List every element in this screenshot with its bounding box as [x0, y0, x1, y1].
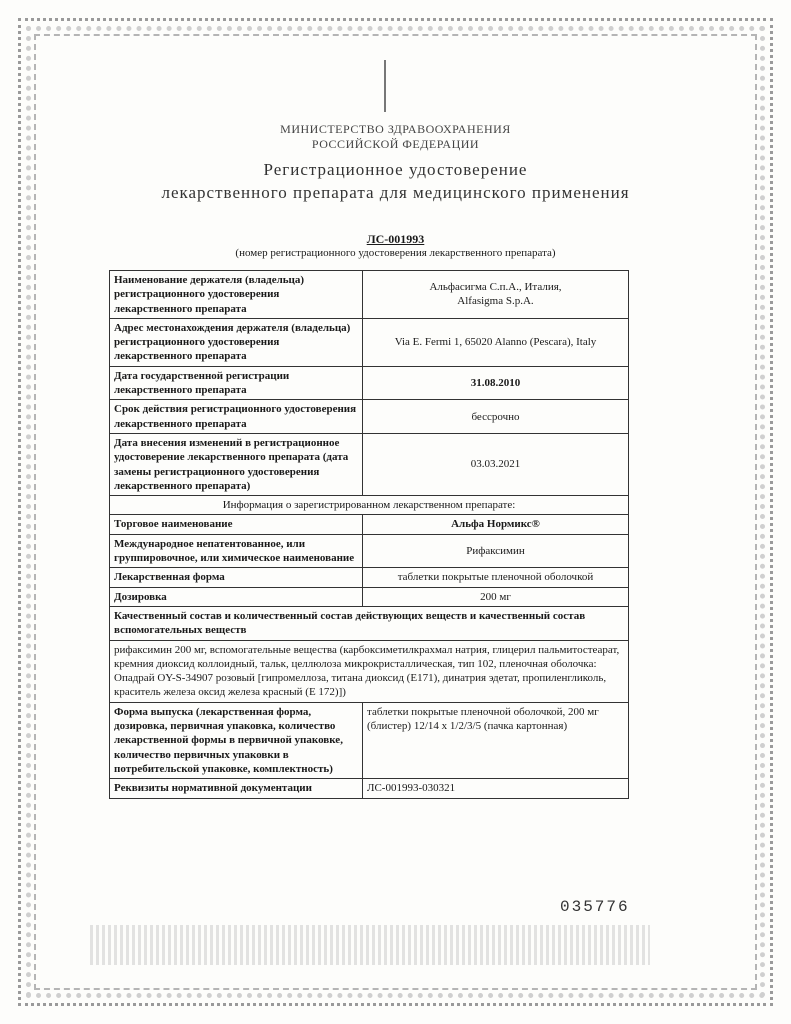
table-row [110, 606, 629, 640]
dosage-label: Дозировка [110, 587, 363, 606]
inn-value: Рифаксимин [363, 534, 629, 568]
table-row [110, 702, 629, 778]
dosage-form-label: Лекарственная форма [110, 568, 363, 587]
certificate-title-line-2: лекарственного препарата для медицинского применения [161, 183, 630, 202]
validity-label: Срок действия регистрационного удостоверения лекарственного препарата [110, 400, 363, 434]
table-row [110, 568, 629, 587]
holder-value-ru: Альфасигма С.п.А., Италия, [429, 281, 562, 294]
change-date-value: 03.03.2021 [363, 433, 629, 495]
address-label: Адрес местонахождения держателя (владельца) регистрационного удостоверения лекарственного препарата [110, 318, 363, 366]
normative-doc-value: ЛС-001993-030321 [363, 779, 629, 798]
ministry-line-2: РОССИЙСКОЙ ФЕДЕРАЦИИ [311, 137, 480, 151]
serial-number: 035776 [560, 898, 630, 916]
holder-value [363, 271, 629, 319]
registration-table [109, 270, 629, 799]
registration-number: ЛС-001993 [366, 232, 425, 246]
table-row [110, 779, 629, 798]
info-section-header: Информация о зарегистрированном лекарственном препарате: [110, 496, 629, 515]
address-value: Via E. Fermi 1, 65020 Alanno (Pescara), Italy [363, 318, 629, 366]
validity-value: бессрочно [363, 400, 629, 434]
release-form-label: Форма выпуска (лекарственная форма, дозировка, первичная упаковка, количество лекарственной формы в первичной упаковке, количество первичных упаковки в потребительской упаковке, комплектность) [110, 702, 363, 778]
trade-name-label: Торговое наименование [110, 515, 363, 534]
change-date-label: Дата внесения изменений в регистрационное удостоверение лекарственного препарата (дата замены регистрационного удостоверения лекарственного препарата) [110, 433, 363, 495]
dosage-form-value: таблетки покрытые пленочной оболочкой [363, 568, 629, 587]
security-pattern-band [90, 925, 650, 965]
inn-label: Международное непатентованное, или группировочное, или химическое наименование [110, 534, 363, 568]
fold-mark [384, 60, 386, 112]
table-row [110, 366, 629, 400]
holder-value-en: Alfasigma S.p.A. [457, 295, 534, 308]
table-row [110, 534, 629, 568]
table-row [110, 496, 629, 515]
reg-date-label: Дата государственной регистрации лекарственного препарата [110, 366, 363, 400]
table-row [110, 515, 629, 534]
ministry-line-1: МИНИСТЕРСТВО ЗДРАВООХРАНЕНИЯ [280, 122, 511, 136]
table-row [110, 271, 629, 319]
table-row [110, 433, 629, 495]
release-form-value: таблетки покрытые пленочной оболочкой, 200 мг (блистер) 12/14 х 1/2/3/5 (пачка картонная) [363, 702, 629, 778]
table-row [110, 640, 629, 702]
table-row [110, 400, 629, 434]
composition-header: Качественный состав и количественный состав действующих веществ и качественный состав вспомогательных веществ [110, 606, 629, 640]
registration-number-caption: (номер регистрационного удостоверения лекарственного препарата) [235, 247, 556, 259]
dosage-value: 200 мг [363, 587, 629, 606]
holder-label: Наименование держателя (владельца) регистрационного удостоверения лекарственного препарата [110, 271, 363, 319]
table-row [110, 318, 629, 366]
reg-date-value: 31.08.2010 [363, 366, 629, 400]
normative-doc-label: Реквизиты нормативной документации [110, 779, 363, 798]
composition-text: рифаксимин 200 мг, вспомогательные вещества (карбоксиметилкрахмал натрия, глицерил пальмитостеарат, кремния диоксид коллоидный, тальк, целлюлоза микрокристаллическая, тип 102, пленочная оболочка: Опадрай OY-S-34907 розовый [гипромеллоза, титана диоксид (Е171), динатрия эдетат, пропиленгликоль, краситель железа оксид железа красный (Е 172)]) [110, 640, 629, 702]
certificate-title-line-1: Регистрационное удостоверение [263, 160, 528, 179]
table-row [110, 587, 629, 606]
trade-name-value: Альфа Нормикс® [363, 515, 629, 534]
